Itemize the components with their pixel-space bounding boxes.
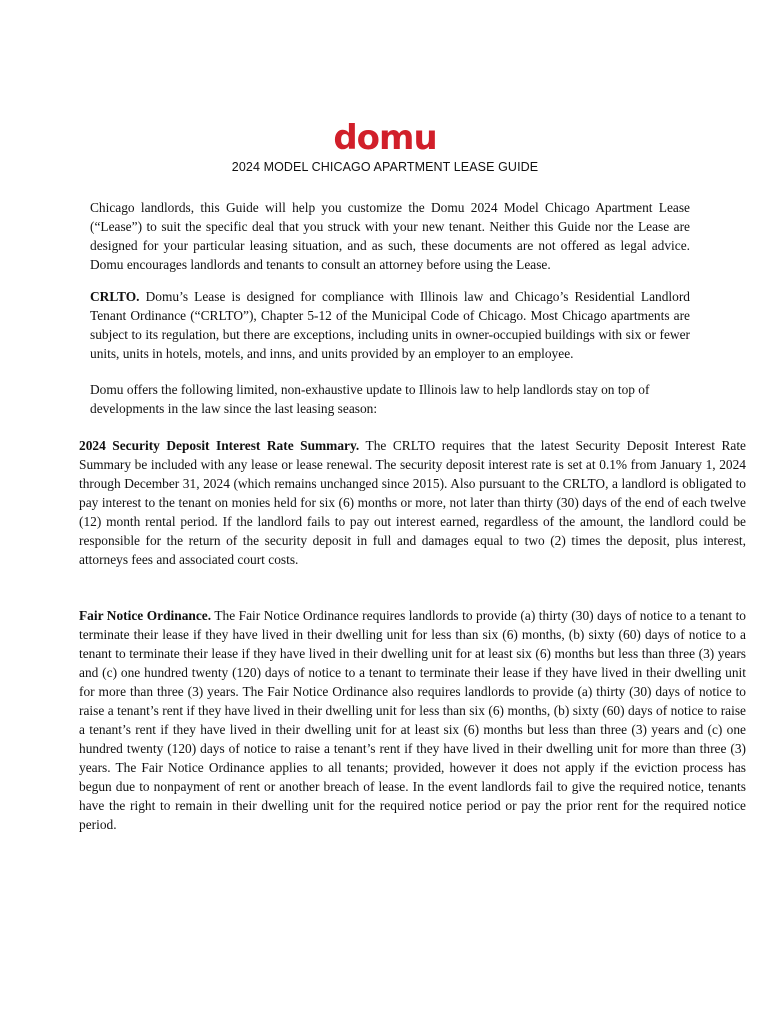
crlto-paragraph — [90, 287, 690, 363]
crlto-heading: CRLTO. — [90, 289, 140, 304]
domu-logo: domu — [333, 118, 437, 158]
fair-notice-text: The Fair Notice Ordinance requires landlords to provide (a) thirty (30) days of notice to a tenant to terminate their lease if they have lived in their dwelling unit for less than six (6) months, (b) sixty (60) days of notice to a tenant to terminate their lease if they have lived in their dwelling unit for at least six (6) months but less than three (3) years and (c) one hundred twenty (120) days of notice to a tenant to terminate their lease if they have lived in their dwelling unit for more than three (3) years. The Fair Notice Ordinance also requires landlords to provide (a) thirty (30) days of notice to raise a tenant’s rent if they have lived in their dwelling unit for less than six (6) months, (b) sixty (60) days of notice to raise a tenant’s rent if they have lived in their dwelling unit for at least six (6) months but less than three (3) years and (c) one hundred twenty (120) days of notice to raise a tenant’s rent if they have lived in their dwelling unit for more than three (3) years. The Fair Notice Ordinance applies to all tenants; provided, however it does not apply if the eviction process has begun due to nonpayment of rent or another breach of lease. In the event landlords fail to give the required notice, tenants have the right to remain in their dwelling unit for the required notice period or pay the prior rent for the required notice period. — [79, 608, 746, 832]
security-deposit-heading: 2024 Security Deposit Interest Rate Summary. — [79, 438, 360, 453]
intro-text: Chicago landlords, this Guide will help you customize the Domu 2024 Model Chicago Apartment Lease (“Lease”) to suit the specific deal that you struck with your new tenant. Neither this Guide nor the Lease are designed for your particular leasing situation, and as such, these documents are not offered as legal advice. Domu encourages landlords and tenants to consult an attorney before using the Lease. — [90, 200, 690, 272]
page-title: 2024 MODEL CHICAGO APARTMENT LEASE GUIDE — [231, 160, 539, 174]
security-deposit-text: The CRLTO requires that the latest Security Deposit Interest Rate Summary be included with any lease or lease renewal. The security deposit interest rate is set at 0.1% from January 1, 2024 through December 31, 2024 (which remains unchanged since 2015). Also pursuant to the CRLTO, a landlord is obligated to pay interest to the tenant on monies held for six (6) months or more, not later than thirty (30) days of the end of each twelve (12) month rental period. If the landlord fails to pay out interest earned, regardless of the amount, the landlord could be responsible for the return of the security deposit in full and damages equal to two (2) times the deposit, plus interest, attorneys fees and associated court costs. — [79, 438, 746, 567]
crlto-text: Domu’s Lease is designed for compliance with Illinois law and Chicago’s Residential Landlord Tenant Ordinance (“CRLTO”), Chapter 5-12 of the Municipal Code of Chicago. Most Chicago apartments are subject to its regulation, but there are exceptions, including units in owner-occupied buildings with six or fewer units, units in hotels, motels, and inns, and units provided by an employer to an employee. — [90, 289, 690, 361]
intro-paragraph — [90, 198, 690, 274]
fair-notice-heading: Fair Notice Ordinance. — [79, 608, 212, 623]
security-deposit-paragraph — [79, 436, 746, 569]
update-intro-text: Domu offers the following limited, non-exhaustive update to Illinois law to help landlords stay on top of developments in the law since the last leasing season: — [90, 382, 650, 416]
update-intro-paragraph — [90, 380, 690, 418]
fair-notice-paragraph — [79, 606, 746, 834]
